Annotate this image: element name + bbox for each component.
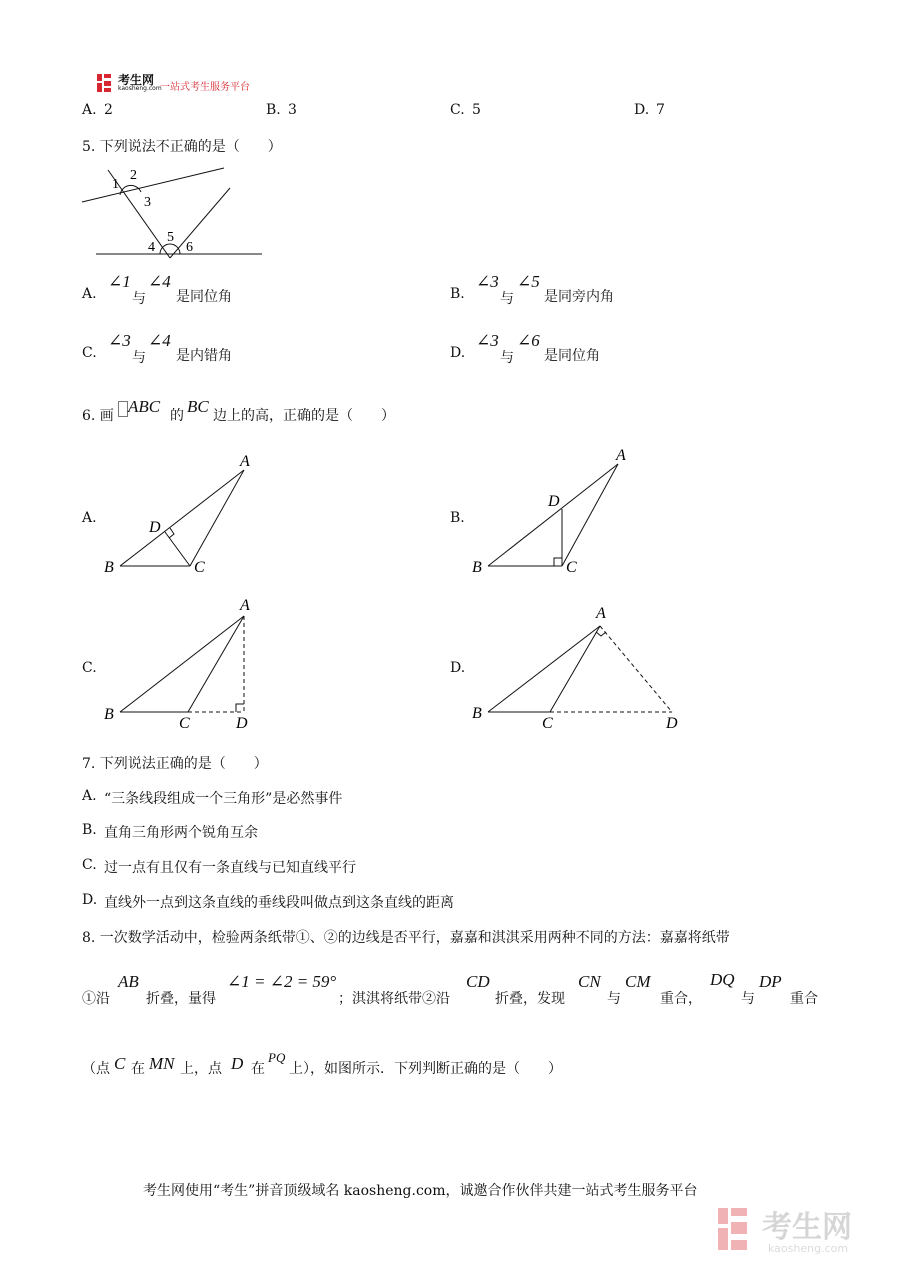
q5-option-b-angle1: ∠3 xyxy=(476,272,499,291)
q6-c-point-c: C xyxy=(179,715,190,732)
q4-option-b-text: 3 xyxy=(288,102,297,118)
q8-l2-yu2: 与 xyxy=(741,991,755,1007)
q5-label-3: 3 xyxy=(144,195,151,210)
q4-option-d-text: 7 xyxy=(656,102,665,118)
q8-l2-ab: AB xyxy=(118,972,139,991)
q6-stem-bc: BC xyxy=(187,397,209,416)
q7-option-c-text: 过一点有且仅有一条直线与已知直线平行 xyxy=(104,860,356,876)
q6-figure-d xyxy=(468,600,688,734)
q8-line1: 8. 一次数学活动中，检验两条纸带①、②的边线是否平行，嘉嘉和淇淇采用两种不同的方法：嘉嘉将纸带 xyxy=(82,930,730,946)
q8-l2-e: 重合， xyxy=(660,991,702,1007)
header-slogan: 一站式考生服务平台 xyxy=(160,82,250,93)
q4-option-c-letter[interactable]: C. xyxy=(450,102,465,118)
q7-option-b-text: 直角三角形两个锐角互余 xyxy=(104,825,258,841)
q6-stem-triangle: ABC xyxy=(128,397,161,416)
q6-b-point-a: A xyxy=(616,447,626,464)
q6-a-point-a: A xyxy=(240,453,250,470)
q8-l2-yu1: 与 xyxy=(607,991,621,1007)
q4-option-a-letter[interactable]: A. xyxy=(82,102,97,118)
q8-l2-eq: ∠1 = ∠2 = 59° xyxy=(227,972,337,991)
q6-b-point-d: D xyxy=(548,493,560,510)
q5-option-b-tail: 是同旁内角 xyxy=(544,289,614,305)
q6-a-point-b: B xyxy=(104,559,114,576)
logo-icon xyxy=(96,72,120,94)
q4-option-b-letter[interactable]: B. xyxy=(266,102,281,118)
q7-option-d-text: 直线外一点到这条直线的垂线段叫做点到这条直线的距离 xyxy=(104,895,454,911)
q8-l2-cn: CN xyxy=(578,972,601,991)
q8-l3-f: 上），如图所示．下列判断正确的是（ ） xyxy=(289,1061,562,1077)
q8-l2-dq: DQ xyxy=(710,970,735,989)
q8-l2-f: 重合 xyxy=(790,991,818,1007)
q6-stem-de: 的 xyxy=(170,408,184,424)
q6-stem-tail: 边上的高，正确的是（ ） xyxy=(213,408,395,424)
q5-option-b-letter[interactable]: B. xyxy=(450,286,465,302)
header-brand: 考生网 xyxy=(118,73,155,87)
q5-option-b-angle2: ∠5 xyxy=(517,272,540,291)
q5-option-b-mid: 与 xyxy=(500,291,514,307)
q8-l2-d: 折叠，发现 xyxy=(495,991,565,1007)
q6-option-a-letter[interactable]: A. xyxy=(82,510,97,526)
q7-stem: 7. 下列说法正确的是（ ） xyxy=(82,756,268,772)
q6-b-point-b: B xyxy=(472,559,482,576)
q5-option-d-angle2: ∠6 xyxy=(517,331,540,350)
q6-figure-c xyxy=(100,594,270,734)
q5-label-4: 4 xyxy=(148,240,155,255)
watermark xyxy=(716,1202,886,1258)
q6-c-point-a: A xyxy=(240,597,250,614)
q7-option-c-letter[interactable]: C. xyxy=(82,857,97,873)
footer-text: 考生网使用“考生”拼音顶级域名 kaosheng.com，诚邀合作伙伴共建一站式考生服务平台 xyxy=(143,1183,698,1199)
q8-l3-e: 在 xyxy=(251,1061,265,1077)
q8-l3-d: D xyxy=(231,1054,244,1073)
q6-d-point-b: B xyxy=(472,705,482,722)
q5-figure xyxy=(78,162,268,260)
q5-option-d-tail: 是同位角 xyxy=(544,348,600,364)
q7-option-d-letter[interactable]: D. xyxy=(82,892,98,908)
q5-option-c-angle2: ∠4 xyxy=(148,331,171,350)
watermark-domain: kaosheng.com xyxy=(768,1242,849,1255)
header-domain: kaosheng.com xyxy=(118,85,162,92)
q7-option-b-letter[interactable]: B. xyxy=(82,822,97,838)
header-logo xyxy=(96,72,286,94)
q5-option-c-angle1: ∠3 xyxy=(108,331,131,350)
triangle-symbol-icon xyxy=(118,401,128,417)
q6-figure-b xyxy=(468,442,638,580)
q6-option-b-letter[interactable]: B. xyxy=(450,510,465,526)
q6-option-c-letter[interactable]: C. xyxy=(82,660,97,676)
q5-option-d-letter[interactable]: D. xyxy=(450,345,466,361)
q7-option-a-letter[interactable]: A. xyxy=(82,788,97,804)
q5-label-1: 1 xyxy=(112,177,119,192)
q8-l2-c: ；淇淇将纸带②沿 xyxy=(338,991,450,1007)
q8-l2-a: ①沿 xyxy=(82,991,110,1007)
q8-l2-dp: DP xyxy=(759,972,782,991)
q6-d-point-d: D xyxy=(666,715,678,732)
q5-option-a-angle2: ∠4 xyxy=(148,272,171,291)
q5-option-a-mid: 与 xyxy=(132,291,146,307)
q6-a-point-d: D xyxy=(149,519,161,536)
q6-a-point-c: C xyxy=(194,559,205,576)
q8-l3-a: （点 xyxy=(82,1061,110,1077)
q4-option-c-text: 5 xyxy=(472,102,481,118)
q5-label-6: 6 xyxy=(186,240,193,255)
q8-l2-cm: CM xyxy=(625,972,651,991)
q8-l3-b: 在 xyxy=(131,1061,145,1077)
q4-option-a-text: 2 xyxy=(104,102,113,118)
q6-option-d-letter[interactable]: D. xyxy=(450,660,466,676)
q5-stem: 5. 下列说法不正确的是（ ） xyxy=(82,139,282,155)
q5-option-d-angle1: ∠3 xyxy=(476,331,499,350)
q5-option-c-tail: 是内错角 xyxy=(176,348,232,364)
q6-b-point-c: C xyxy=(566,559,577,576)
q4-option-d-letter[interactable]: D. xyxy=(634,102,650,118)
q7-option-a-text: “三条线段组成一个三角形”是必然事件 xyxy=(104,791,343,807)
q6-c-point-b: B xyxy=(104,706,114,723)
q6-stem-num: 6. 画 xyxy=(82,408,114,424)
q6-d-point-c: C xyxy=(542,715,553,732)
q8-l2-b: 折叠，量得 xyxy=(146,991,216,1007)
q5-option-d-mid: 与 xyxy=(500,350,514,366)
q8-l2-cd: CD xyxy=(466,972,490,991)
q5-option-a-letter[interactable]: A. xyxy=(82,286,97,302)
q5-label-5: 5 xyxy=(167,230,174,245)
watermark-brand: 考生网 xyxy=(762,1210,852,1245)
q6-figure-a xyxy=(100,448,270,580)
q6-c-point-d: D xyxy=(236,715,248,732)
q5-option-c-letter[interactable]: C. xyxy=(82,345,97,361)
q6-d-point-a: A xyxy=(596,605,606,622)
watermark-logo-icon xyxy=(716,1204,762,1254)
q5-option-c-mid: 与 xyxy=(132,350,146,366)
q8-l3-mn: MN xyxy=(149,1054,175,1073)
q5-option-a-angle1: ∠1 xyxy=(108,272,131,291)
q5-label-2: 2 xyxy=(130,168,137,183)
q5-option-a-tail: 是同位角 xyxy=(176,289,232,305)
q8-l3-pq: PQ xyxy=(268,1050,286,1065)
q8-l3-c2: 上，点 xyxy=(180,1061,222,1077)
q8-l3-c: C xyxy=(114,1054,126,1073)
